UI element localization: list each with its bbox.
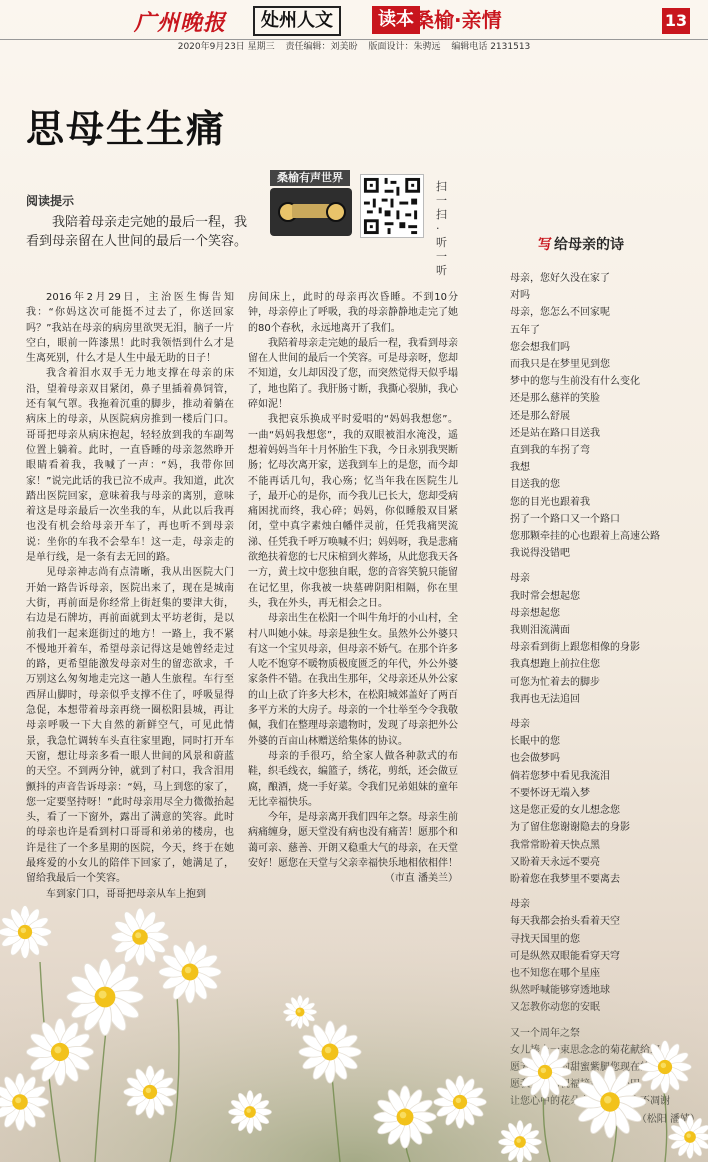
poem-stanza: [510, 570, 700, 708]
tape-window: [292, 204, 330, 218]
poem-line: 母亲看到街上跟您相像的身影: [510, 642, 640, 654]
article-column-2: [248, 290, 458, 887]
poem-line: 我说得没错吧: [510, 548, 570, 560]
cassette-icon: [270, 188, 352, 236]
newspaper-name: 广州晚报: [134, 10, 227, 36]
audio-label: 桑榆有声世界: [270, 170, 350, 186]
audio-promo: [270, 170, 420, 265]
page-number: 13: [662, 8, 690, 34]
poem-line: 为了留住您谢谢隐去的身影: [510, 822, 630, 834]
poem-line: 我再也无法追回: [510, 693, 580, 705]
poem-line: 我想: [510, 462, 530, 474]
poem-line: 这是您正爱的女儿想念您: [510, 805, 620, 817]
poem-line: 您那颗牵挂的心也跟着上高速公路: [510, 531, 660, 543]
poem-line: 母亲，您好久没在家了: [510, 273, 610, 284]
poem-line: 还是那么慈祥的笑脸: [510, 393, 600, 405]
poem-line: 母亲: [510, 719, 530, 731]
poem-heading: [538, 234, 624, 254]
poem-line: 五年了: [510, 324, 540, 336]
poem-line: 还是站在路口目送我: [510, 427, 600, 439]
poem-line: 还是那么舒展: [510, 410, 570, 422]
poem-line: 我时常会想起您: [510, 590, 580, 602]
poem-line: 我则泪流满面: [510, 625, 570, 637]
poem-line: 我常常盼着天快点黑: [510, 839, 600, 851]
poem-line: 您的目光也跟着我: [510, 496, 590, 508]
poem-line: 母亲: [510, 573, 530, 585]
paragraph: 今年，是母亲离开我们四年之祭。母亲生前病痛缠身，愿天堂没有病也没有痛苦！愿那个和蔼可亲、慈善、开朗又稳重大气的母亲，在天堂: [248, 812, 458, 854]
editor-credit: 责任编辑：刘美盼: [285, 42, 358, 52]
paragraph: 母亲的手很巧，给全家人做各种款式的布鞋，织毛线衣，编篮子，绣花，剪纸，还会做豆腐，酿酒，烧一手好菜。令我们兄弟姐妹的童年无比幸福快乐。: [248, 750, 458, 808]
pen-mark-icon: 写: [538, 237, 552, 253]
article-title: 思母生生痛: [26, 106, 227, 151]
poem-line: 倘若您梦中看见我流泪: [510, 770, 610, 782]
poem-line: 可您为忙着去的脚步: [510, 676, 600, 688]
poem-line: 而我只是在梦里见到您: [510, 359, 610, 371]
editor-phone: 编辑电话 2131513: [451, 42, 531, 52]
paragraph: 我含着泪水双手无力地支撑在母亲的床沿，望着母亲双目紧闭，鼻子里插着鼻饲管，还有氧气罩。我拖着沉重的脚步，推动着躺在病床上的母亲，从医院病房推到一楼后门口。哥哥把母亲从病床抱起，轻轻放到我的车副驾位置上躺着。此时，一直昏睡的母亲忽然睁开眼睛看着我，我喊了一声：“妈，我带你回家！”说完此话的我已泣不成声。我知道，此次踏出医院回家，意味着我与母亲的离别，意味着这是母亲最后一次坐我的车，从此以后我再也没有机会给母亲开车了，再也听不到母亲说：坐你的车我不会晕车！这一走，母亲走的是单行线，是一条有去无回的路。: [26, 368, 234, 564]
poem-stanza: [510, 270, 700, 562]
paragraph: 2016年2月29日，主治医生悔告知我：“你妈这次可能挺不过去了，你送回家吗？”我站在母亲的病房里欲哭无泪，脑子一片空白，眼前一阵漆黑！此时我领悟到什么才是生离死别，什么才是人生中最无助的日子！: [26, 292, 234, 365]
poem-title: 给母亲的诗: [554, 237, 624, 253]
paragraph: 我陪着母亲走完她的最后一程，我看到母亲留在人世间的最后一个笑容。可是母亲呀，您却不知道，女儿却因没了您，而突然觉得天似乎塌了，地也陷了。我肝肠寸断，我撕心裂肺，我心碎如泥！: [248, 337, 458, 411]
poem-line: 目送我的您: [510, 479, 560, 491]
qr-code[interactable]: [360, 174, 424, 238]
poem-line: 母亲想起您: [510, 607, 560, 619]
poem-line: 母亲，您怎么不回家呢: [510, 307, 610, 319]
poem-line: 也会做梦吗: [510, 753, 560, 765]
reel-icon: [326, 202, 346, 222]
daisy-flowers-illustration: [0, 862, 708, 1162]
paragraph: 母亲出生在松阳一个叫牛角圩的小山村，全村八叫她小妹。母亲是独生女。虽然外公外婆只有这一个宝贝母亲，但母亲不娇气。在那个许多人吃不饱穿不暖物质极度匮乏的年代，外公外婆家条件不错。在我出生那年，父母亲还从外公家的山上砍了许多大杉木，在松阳城郊盖好了两百多平方米的大房子。母亲的一个壮举至今令我敬佩，我们在整理母亲遗物时，发现了母亲把外公外婆的百亩山林赠送给集体的协议。: [248, 613, 458, 747]
paragraph: 我把哀乐换成平时爱唱的“妈妈我想您”。一曲“妈妈我想您”，我的双眼被泪水淹没，遥想着妈妈当年十月怀胎生下我，今日永别我哭断肠；忆母次离开家，送我到车上的是您，而今却不能再话几句，我心殇；忆当年我在医院生儿子，最开心的是你，而今我儿已长大，您却受病痛困扰而终，我心碎；妈妈，你似睡般双目紧闭，堂中真字素烛白幡伴灵前，任凭我痛哭流涕、任凭我千呼万唤喊不归；妈妈呀，我是悲痛欲绝扶着您的七尺床棺到火葬场，从此您我天各一方，黄土坟中您独自眠，您的音容笑貌只能留在记忆里，你我被一块墓碑阴阳相隔，你在里头，我在外头，再无相会之日。: [248, 414, 458, 609]
scan-hint: 扫一扫·听一听: [436, 180, 447, 277]
edition-info: [0, 39, 708, 54]
lead-label: 阅读提示: [26, 194, 75, 208]
edition-date: 2020年9月23日 星期三: [177, 42, 275, 52]
poem-line: 梦中的您与生前没有什么变化: [510, 376, 640, 388]
poem-line: 拐了一个路口又一个路口: [510, 513, 620, 525]
poem-line: 直到我的车拐了弯: [510, 445, 590, 457]
section-name: 桑榆·亲情: [414, 8, 502, 32]
lead-text: 我陪着母亲走完她的最后一程，我看到母亲留在人世间的最后一个笑容。: [26, 215, 248, 249]
design-credit: 版面设计：朱骋远: [368, 42, 441, 52]
paragraph: 见母亲神志尚有点清晰，我从出医院大门开始一路告诉母亲，医院出来了，现在是城南大街，再前面是你经常上街赶集的要津大街，右边是石牌坊，再前面就到太平坊老街，是以前我们一起来逛街过的地方！一路上，我不紧不慢地开着车，希望母亲记得这是她曾经走过的路，更希望能激发母亲对生的留恋欲求，千万别这么匆匆地走完这一趟人生旅程。车行至西屏山脚时，母亲似乎支撑不住了，呼吸显得急促，本想带着母亲再绕一圈松阳县城，再让母亲呼吸一下大自然的新鲜空气，可见此情景，我急忙调转车头直往家里跑，同时打开车天窗，想让母亲多看一眼人世间的风景和蔚蓝的天空。不到两分钟，就到了村口，我含泪用颤抖的声音告诉母亲：“妈，马上到您的家了，您一定要坚持呀！”此时母亲用尽全力微微抬起头，看了一下窗外，露出了满意的笑容。此时的母亲也许是看到村口哥哥和弟弟的楼房，也许是往了一个多星期的医院，今天，终于在她: [26, 567, 234, 854]
paragraph: 房间床上，此时的母亲再次昏睡。不到10分钟，母亲停止了呼吸，我的母亲静静地走完了她的80个春秋，永远地离开了我们。: [248, 292, 458, 334]
newspaper-header: [0, 0, 708, 52]
poem-line: 对吗: [510, 290, 530, 302]
poem-line: 您会想我们吗: [510, 341, 570, 353]
column-name: 处州人文: [253, 6, 341, 36]
column-badge: 读本: [372, 6, 420, 34]
poem-line: 长眠中的您: [510, 736, 560, 748]
article-column-1: [26, 290, 234, 902]
poem-line: 我真想跑上前拉住您: [510, 659, 600, 671]
poem-line: 不要怀讶无端入梦: [510, 787, 590, 799]
masthead: [0, 4, 708, 34]
